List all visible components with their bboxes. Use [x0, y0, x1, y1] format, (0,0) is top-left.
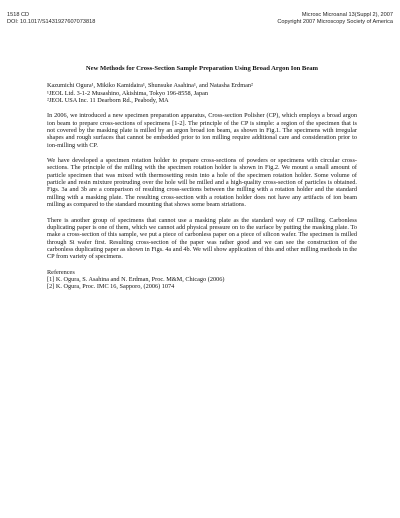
header-right — [277, 12, 393, 26]
copyright: Copyright 2007 Microscopy Society of America — [277, 19, 393, 25]
page-number: 1518 CD — [7, 12, 30, 18]
affiliation-1: ¹JEOL Ltd. 3-1-2 Musashino, Akishima, Tokyo 196-8558, Japan — [47, 89, 208, 97]
doi: DOI: 10.1017/S1431927607073818 — [7, 19, 96, 25]
paragraph-2: We have developed a specimen rotation holder to prepare cross-sections of powders or specimens with circular cross-sections. The principle of the milling with the specimen rotation holder is shown in Fig.2. We mount a small amount of particle specimen that was mixed with thermosetting resin into a hole of the specimen rotation holder. Some volume of particle and resin mixture protruding over the hole will be milled and a high-quality cross-section of particles is obtained. Figs. 3a and 3b are a comparison of resulting cross-sections between the milling with a rotation holder and the standard milling with a masking plate. The resulting cross-section with a rotation holder does not have any artifacts of ion beam milling as compared to the standard mounting that shows some beam striations. — [47, 157, 357, 209]
paper-body — [47, 65, 357, 291]
paper-title: New Methods for Cross-Section Sample Preparation Using Broad Argon Ion Beam — [85, 65, 319, 72]
paragraph-3: There is another group of specimens that cannot use a masking plate as the standard way of CP milling. Carbonless duplicating paper is one of them, which we cannot add physical pressure on to the surface by putting the masking plate. To make a cross-section of this sample, we put a piece of carbonless paper on a piece of silicon wafer. The specimen is milled through Si wafer first. Resulting cross-section of the paper was rather good and we can see the construction of the carbonless duplicating paper as shown in Figs. 4a and 4b. We will show application of this and other milling methods in the CP from variety of specimens. — [47, 216, 357, 261]
header-left — [7, 12, 95, 26]
references-heading: References — [47, 268, 75, 276]
author-block — [47, 82, 357, 104]
reference-2: [2] K. Ogura, Proc. IMC 16, Sapporo, (2006) 1074 — [47, 283, 175, 291]
affiliation-2: ²JEOL USA Inc. 11 Dearborn Rd., Peabody, MA — [47, 97, 169, 105]
reference-1: [1] K. Ogura, S. Asahina and N. Erdman, Proc. M&M, Chicago (2006) — [47, 275, 225, 283]
references — [47, 269, 357, 291]
journal-citation: Microsc Microanal 13(Suppl 2), 2007 — [301, 12, 393, 18]
author-list: Kazumichi Ogura¹, Mikiko Kamidaira¹, Shunsuke Asahina¹, and Natasha Erdman² — [47, 82, 253, 90]
paragraph-1: In 2006, we introduced a new specimen preparation apparatus, Cross-section Polisher (CP), which employs a broad argon ion beam to prepare cross-sections of specimens [1-2]. The principle of the CP is simple: a region of the specimen that is not covered by the masking plate is milled by an argon broad ion beam, as shown in Fig.1. The specimens with irregular shapes and rough surfaces that cannot be embedded prior to ion milling require additional care and consideration prior to ion-milling with CP. — [47, 112, 357, 149]
